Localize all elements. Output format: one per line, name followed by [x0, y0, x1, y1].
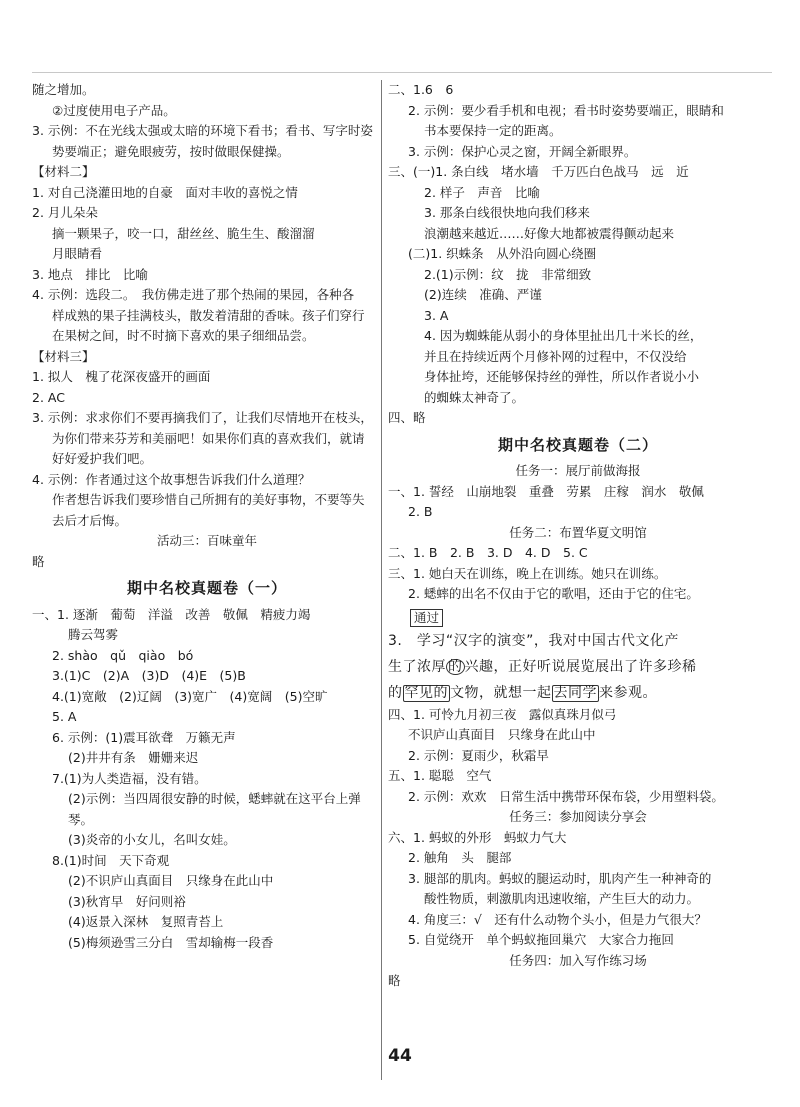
- text-line: 2. B: [408, 504, 433, 519]
- text-line: 任务四：加入写作练习场: [509, 952, 647, 968]
- text-line: 去后才后悔。: [52, 512, 128, 528]
- top-rule: [32, 72, 772, 73]
- text-line: (二)1. 织蛛条 从外沿向圆心绕圈: [408, 246, 597, 261]
- text-line: 随之增加。: [32, 82, 95, 97]
- text-line: 2. 样子 声音 比喻: [424, 184, 540, 200]
- text-line: 作者想告诉我们要珍惜自己所拥有的美好事物，不要等失: [52, 492, 365, 507]
- text-line: 腾云驾雾: [68, 627, 119, 642]
- text-line: 6. 示例：(1)震耳欲聋 万籁无声: [52, 729, 236, 745]
- text-line: (5)梅须逊雪三分白 雪却输梅一段香: [68, 934, 274, 950]
- text-line: 4. 示例：选段二。 我仿佛走进了那个热闹的果园，各种各: [32, 287, 355, 302]
- page-number: 44: [388, 1046, 412, 1066]
- text-line: 3. A: [424, 307, 449, 323]
- text-line: 2. 月儿朵朵: [32, 205, 98, 220]
- text-line: 二、1.6 6: [388, 82, 454, 97]
- text-line: 月眼睛看: [52, 246, 103, 261]
- text-line: 四、1. 可怜九月初三夜 露似真珠月似弓: [388, 706, 617, 722]
- text-line: 为你们带来芬芳和美丽吧！如果你们真的喜欢我们，就请: [52, 430, 365, 446]
- text-line: 好好爱护我们吧。: [52, 451, 153, 466]
- text-line: 六、1. 蚂蚁的外形 蚂蚁力气大: [388, 829, 567, 845]
- text-line: 4. 示例：作者通过这个故事想告诉我们什么道理？: [32, 471, 311, 487]
- text-line: 五、1. 聪聪 空气: [388, 768, 492, 783]
- text-line: 书本要保持一定的距离。: [424, 123, 562, 138]
- text-line: 2. 蟋蟀的出名不仅由于它的歌唱，还由于它的住宅。: [408, 586, 699, 601]
- text-line: 活动三：百味童年: [156, 533, 257, 548]
- text-line: 2. shào qǔ qiào bó: [52, 647, 194, 663]
- text-line: 三、(一)1. 条白线 堵水墙 千万匹白色战马 远 近: [388, 164, 689, 179]
- text-line: 略: [388, 973, 401, 988]
- text-line: 二、1. B 2. B 3. D 4. D 5. C: [388, 545, 588, 560]
- text-line: 4. 角度三：√ 还有什么动物个头小，但是力气很大？: [408, 911, 707, 927]
- text-line: 【材料三】: [32, 348, 95, 364]
- text-line: 8.(1)时间 天下奇观: [52, 852, 170, 868]
- text-line: 的蜘蛛太神奇了。: [424, 389, 525, 405]
- left-column: [32, 80, 382, 953]
- right-column: [388, 80, 768, 992]
- text-line: 3. 示例：保护心灵之窗，开阔全新眼界。: [408, 143, 637, 159]
- boxed-phrase: 罕见的: [404, 684, 448, 701]
- text-line: 三、1. 她白天在训练，晚上在训练。她只在训练。: [388, 565, 667, 581]
- text-line: 摘一颗果子，咬一口，甜丝丝、脆生生、酸溜溜: [52, 225, 315, 241]
- text-line: 3. 腿部的肌肉。蚂蚁的腿运动时，肌肉产生一种神奇的: [408, 870, 712, 886]
- text-line: 任务二：布置华夏文明馆: [509, 524, 647, 540]
- text-line: 3.(1)C (2)A (3)D (4)E (5)B: [52, 668, 246, 683]
- text-line: 任务一：展厅前做海报: [515, 463, 641, 478]
- text-line: 3. 示例：求求你们不要再摘我们了，让我们尽情地开在枝头，: [32, 410, 373, 425]
- text-line: 在果树之间，时不时摘下喜欢的果子细细品尝。: [52, 328, 315, 343]
- text-line: 略: [32, 553, 45, 569]
- text-line: (2)井井有条 姗姗来迟: [68, 750, 199, 765]
- annot-line-1: 3. 学习“汉字的演变”，我对中国古代文化产: [388, 632, 679, 649]
- text-line: 酸性物质，刺激肌肉迅速收缩，产生巨大的动力。: [424, 891, 700, 906]
- text-line: 身体扯垮，还能够保持丝的弹性，所以作者说小小: [424, 369, 700, 384]
- annot-line-3: 的 罕见的 文物，就想一起 去同学 来参观。: [388, 684, 657, 701]
- text-line: (2)示例：当四周很安静的时候，蟋蟀就在这平台上弹: [68, 791, 361, 806]
- text-line: 四、略: [388, 410, 426, 425]
- text-line: 势要端正；避免眼疲劳，按时做眼保健操。: [52, 143, 290, 159]
- text-line: 任务三：参加阅读分享会: [509, 809, 647, 824]
- text-line: 不识庐山真面目 只缘身在此山中: [408, 727, 596, 742]
- text-line: 2. 示例：欢欢 日常生活中携带环保布袋，少用塑料袋。: [408, 788, 724, 804]
- circled-char: 的: [448, 658, 463, 675]
- text-line: 【材料二】: [32, 164, 95, 179]
- text-line: (4)返景入深林 复照青苔上: [68, 914, 224, 929]
- text-line: 1. 拟人 槐了花深夜盛开的画面: [32, 369, 211, 384]
- text-line: 2.(1)示例：纹 拢 非常细致: [424, 266, 592, 282]
- text-line: 一、1. 誓经 山崩地裂 重叠 劳累 庄稼 润水 敬佩: [388, 483, 704, 499]
- boxed-phrase-2: 去同学: [553, 684, 597, 701]
- text-line: 一、1. 逐渐 葡萄 洋溢 改善 敬佩 精疲力竭: [32, 606, 311, 622]
- text-line: 2. 触角 头 腿部: [408, 850, 512, 865]
- text-line: 3. 地点 排比 比喻: [32, 266, 148, 282]
- annot-line-2: 生了浓厚 的 兴趣，正好听说展览展出了许多珍稀: [388, 658, 697, 675]
- text-line: 3. 那条白线很快地向我们移来: [424, 205, 590, 220]
- annotated-sentence: [388, 609, 768, 705]
- exam-title-1: 期中名校真题卷（一）: [126, 579, 287, 597]
- text-line: 1. 对自己浇灌田地的自豪 面对丰收的喜悦之情: [32, 184, 298, 200]
- exam-title-2: 期中名校真题卷（二）: [497, 435, 658, 454]
- text-line: 5. 自觉绕开 单个蚂蚁拖回巢穴 大家合力拖回: [408, 932, 674, 947]
- text-line: 7.(1)为人类造福，没有错。: [52, 770, 207, 786]
- text-line: 并且在持续近两个月修补网的过程中，不仅没给: [424, 348, 687, 364]
- inserted-word-box: 通过: [410, 609, 443, 627]
- text-line: 2. 示例：要少看手机和电视；看书时姿势要端正，眼睛和: [408, 102, 724, 118]
- text-line: ②过度使用电子产品。: [52, 102, 176, 118]
- text-line: (2)连续 准确、严谨: [424, 287, 542, 302]
- text-line: 琴。: [68, 811, 94, 827]
- text-line: (3)秋宵早 好问则裕: [68, 893, 186, 909]
- text-line: (3)炎帝的小女儿，名叫女娃。: [68, 832, 236, 847]
- text-line: (2)不识庐山真面目 只缘身在此山中: [68, 873, 274, 888]
- text-line: 2. AC: [32, 389, 65, 405]
- text-line: 浪潮越来越近……好像大地都被震得颤动起来: [424, 225, 675, 241]
- text-line: 4.(1)宽敞 (2)辽阔 (3)宽广 (4)宽阔 (5)空旷: [52, 688, 328, 704]
- text-line: 2. 示例：夏雨少，秋霜早: [408, 747, 549, 763]
- text-line: 5. A: [52, 709, 77, 724]
- text-line: 样成熟的果子挂满枝头，散发着清甜的香味。孩子们穿行: [52, 307, 365, 323]
- text-line: 3. 示例：不在光线太强或太暗的环境下看书；看书、写字时姿: [32, 123, 373, 138]
- text-line: 4. 因为蜘蛛能从弱小的身体里扯出几十米长的丝，: [424, 328, 703, 343]
